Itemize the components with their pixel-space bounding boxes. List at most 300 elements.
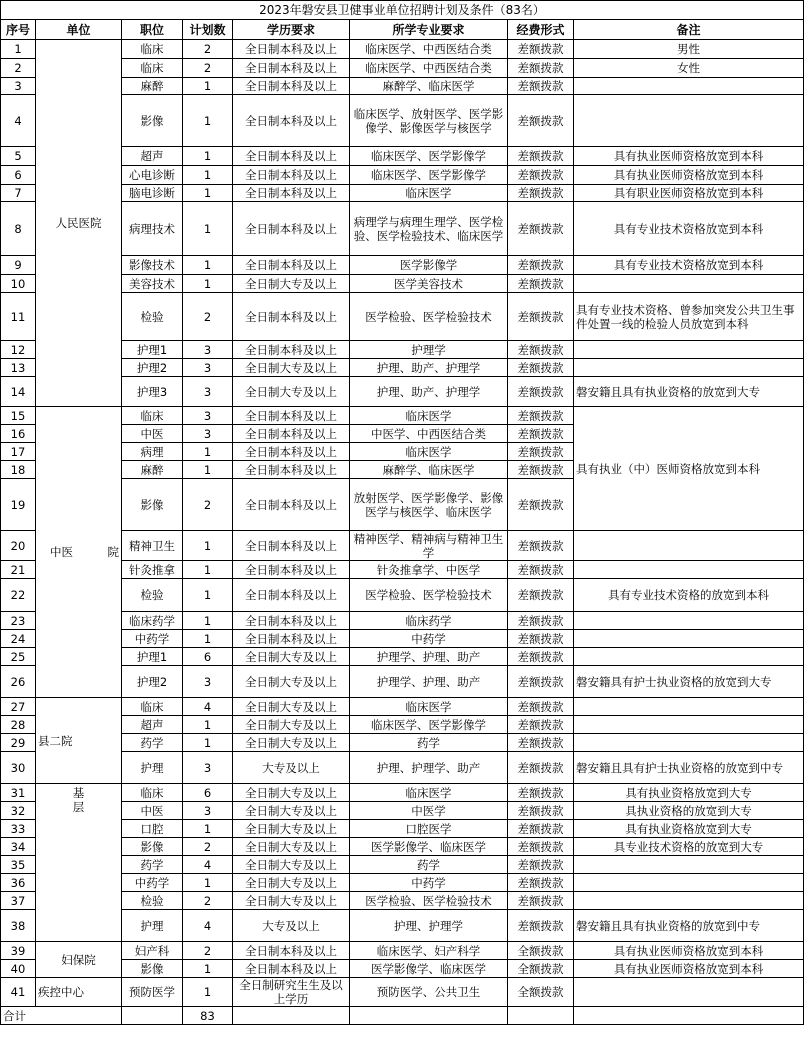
funding-cell: 差额拨款 [508,293,574,341]
note-cell: 女性 [574,59,804,78]
count-cell: 6 [183,784,233,802]
education-cell: 全日制本科及以上 [233,479,350,531]
count-cell: 3 [183,802,233,820]
funding-cell: 差额拨款 [508,612,574,630]
table-row [1,978,804,1007]
header-funding: 经费形式 [508,20,574,40]
table-row [1,874,804,892]
major-cell: 临床医学、放射医学、医学影像学、影像医学与核医学 [350,95,508,147]
row-number: 8 [1,202,36,256]
major-cell: 临床医学、医学影像学 [350,716,508,734]
row-number: 39 [1,942,36,960]
note-cell [574,874,804,892]
count-cell: 1 [183,185,233,202]
count-cell: 1 [183,256,233,275]
count-cell: 1 [183,147,233,166]
funding-cell: 差额拨款 [508,341,574,359]
table-row [1,838,804,856]
funding-cell: 差额拨款 [508,892,574,910]
unit-line: 层 [72,800,85,814]
total-empty [350,1007,508,1025]
count-cell: 1 [183,202,233,256]
funding-cell: 差额拨款 [508,147,574,166]
major-cell: 中药学 [350,630,508,648]
position-cell: 检验 [122,293,183,341]
major-cell: 临床医学 [350,784,508,802]
funding-cell: 差额拨款 [508,377,574,407]
note-cell: 具有专业技术资格、曾参加突发公共卫生事件处置一线的检验人员放宽到本科 [574,293,804,341]
table-row [1,377,804,407]
row-number: 14 [1,377,36,407]
note-cell: 磐安籍且具有护士执业资格的放宽到中专 [574,752,804,784]
major-cell: 中医学、中西医结合类 [350,425,508,443]
funding-cell: 差额拨款 [508,910,574,942]
table-row [1,166,804,185]
row-number: 27 [1,698,36,716]
count-cell: 6 [183,648,233,666]
note-cell [574,359,804,377]
count-cell: 4 [183,698,233,716]
table-row [1,802,804,820]
row-number: 18 [1,461,36,479]
row-number: 12 [1,341,36,359]
major-cell: 护理、助产、护理学 [350,377,508,407]
count-cell: 3 [183,377,233,407]
note-cell: 具专业技术资格的放宽到大专 [574,838,804,856]
table-row [1,531,804,561]
note-cell: 磐安籍且具有执业资格的放宽到中专 [574,910,804,942]
header-unit: 单位 [36,20,122,40]
major-cell: 临床医学、医学影像学 [350,166,508,185]
position-cell: 预防医学 [122,978,183,1007]
count-cell: 3 [183,407,233,425]
table-row [1,752,804,784]
row-number: 3 [1,78,36,95]
note-cell: 具有执业资格放宽到大专 [574,820,804,838]
note-cell [574,561,804,579]
education-cell: 全日制大专及以上 [233,359,350,377]
education-cell: 全日制本科及以上 [233,59,350,78]
table-row [1,78,804,95]
row-number: 2 [1,59,36,78]
education-cell: 全日制本科及以上 [233,40,350,59]
major-cell: 口腔医学 [350,820,508,838]
total-value: 83 [183,1007,233,1025]
count-cell: 3 [183,425,233,443]
position-cell: 检验 [122,579,183,612]
table-row [1,910,804,942]
major-cell: 护理学 [350,341,508,359]
position-cell: 影像 [122,838,183,856]
major-cell: 临床医学、妇产科学 [350,942,508,960]
count-cell: 3 [183,666,233,698]
note-cell: 具有执业医师资格放宽到本科 [574,942,804,960]
major-cell: 中药学 [350,874,508,892]
major-cell: 护理、助产、护理学 [350,359,508,377]
funding-cell: 差额拨款 [508,802,574,820]
position-cell: 影像 [122,479,183,531]
count-cell: 1 [183,166,233,185]
count-cell: 3 [183,359,233,377]
funding-cell: 差额拨款 [508,784,574,802]
major-cell: 预防医学、公共卫生 [350,978,508,1007]
table-row [1,256,804,275]
table-title: 2023年磐安县卫健事业单位招聘计划及条件（83名） [1,1,804,20]
position-cell: 中药学 [122,874,183,892]
note-cell [574,78,804,95]
row-number: 36 [1,874,36,892]
row-number: 35 [1,856,36,874]
education-cell: 全日制本科及以上 [233,630,350,648]
count-cell: 1 [183,734,233,752]
row-number: 5 [1,147,36,166]
education-cell: 全日制本科及以上 [233,960,350,978]
major-cell: 临床医学 [350,185,508,202]
education-cell: 全日制大专及以上 [233,838,350,856]
table-row [1,856,804,874]
note-cell: 具有专业技术资格放宽到本科 [574,256,804,275]
row-number: 1 [1,40,36,59]
table-row [1,648,804,666]
count-cell: 2 [183,892,233,910]
funding-cell: 差额拨款 [508,561,574,579]
funding-cell: 差额拨款 [508,716,574,734]
major-cell: 护理学、护理、助产 [350,666,508,698]
education-cell: 全日制本科及以上 [233,185,350,202]
unit-cell: 县二院 [36,698,122,784]
table-row [1,612,804,630]
funding-cell: 全额拨款 [508,960,574,978]
unit-cell: 中医 院 [36,407,122,698]
funding-cell: 差额拨款 [508,820,574,838]
table-row [1,407,804,425]
row-number: 11 [1,293,36,341]
position-cell: 护理 [122,752,183,784]
education-cell: 全日制大专及以上 [233,874,350,892]
row-number: 31 [1,784,36,802]
unit-line: 基 [72,786,85,800]
table-row [1,202,804,256]
education-cell: 全日制本科及以上 [233,202,350,256]
position-cell: 超声 [122,147,183,166]
row-number: 29 [1,734,36,752]
table-row [1,734,804,752]
count-cell: 4 [183,856,233,874]
row-number: 40 [1,960,36,978]
major-cell: 临床医学、医学影像学 [350,147,508,166]
header-notes: 备注 [574,20,804,40]
funding-cell: 差额拨款 [508,531,574,561]
major-cell: 医学检验、医学检验技术 [350,293,508,341]
table-row [1,579,804,612]
education-cell: 全日制本科及以上 [233,78,350,95]
row-number: 15 [1,407,36,425]
row-number: 41 [1,978,36,1007]
note-cell [574,978,804,1007]
position-cell: 中医 [122,802,183,820]
table-row [1,784,804,802]
position-cell: 护理3 [122,377,183,407]
count-cell: 1 [183,978,233,1007]
funding-cell: 差额拨款 [508,78,574,95]
note-cell: 具执业资格的放宽到大专 [574,802,804,820]
major-cell: 临床医学、中西医结合类 [350,40,508,59]
header-position: 职位 [122,20,183,40]
row-number: 4 [1,95,36,147]
position-cell: 口腔 [122,820,183,838]
table-row [1,95,804,147]
position-cell: 药学 [122,734,183,752]
table-row [1,185,804,202]
major-cell: 放射医学、医学影像学、影像医学与核医学、临床医学 [350,479,508,531]
education-cell: 全日制大专及以上 [233,698,350,716]
funding-cell: 差额拨款 [508,752,574,784]
funding-cell: 差额拨款 [508,202,574,256]
funding-cell: 差额拨款 [508,166,574,185]
major-cell: 护理、护理学、助产 [350,752,508,784]
unit-cell: 疾控中心 [36,978,122,1007]
education-cell: 全日制大专及以上 [233,648,350,666]
total-empty [508,1007,574,1025]
major-cell: 医学影像学、临床医学 [350,838,508,856]
funding-cell: 全额拨款 [508,942,574,960]
education-cell: 全日制本科及以上 [233,561,350,579]
table-row [1,942,804,960]
education-cell: 全日制本科及以上 [233,95,350,147]
row-number: 16 [1,425,36,443]
funding-cell: 差额拨款 [508,874,574,892]
row-number: 34 [1,838,36,856]
education-cell: 全日制本科及以上 [233,461,350,479]
note-cell: 具有执业医师资格放宽到本科 [574,147,804,166]
funding-cell: 差额拨款 [508,856,574,874]
education-cell: 全日制本科及以上 [233,256,350,275]
row-number: 17 [1,443,36,461]
count-cell: 1 [183,716,233,734]
education-cell: 全日制本科及以上 [233,443,350,461]
major-cell: 临床医学 [350,443,508,461]
funding-cell: 差额拨款 [508,734,574,752]
note-cell: 具有职业医师资格放宽到本科 [574,185,804,202]
note-cell: 具有专业技术资格放宽到本科 [574,202,804,256]
row-number: 32 [1,802,36,820]
row-number: 33 [1,820,36,838]
note-cell [574,734,804,752]
note-cell [574,698,804,716]
position-cell: 妇产科 [122,942,183,960]
unit-cell: 人民医院 [36,40,122,407]
count-cell: 1 [183,78,233,95]
header-count: 计划数 [183,20,233,40]
note-cell: 男性 [574,40,804,59]
count-cell: 1 [183,443,233,461]
education-cell: 全日制大专及以上 [233,784,350,802]
major-cell: 护理学、护理、助产 [350,648,508,666]
row-number: 23 [1,612,36,630]
row-number: 37 [1,892,36,910]
note-cell: 具有专业技术资格的放宽到本科 [574,579,804,612]
education-cell: 全日制大专及以上 [233,892,350,910]
education-cell: 全日制本科及以上 [233,579,350,612]
table-row [1,820,804,838]
note-cell [574,716,804,734]
major-cell: 药学 [350,856,508,874]
major-cell: 护理、护理学 [350,910,508,942]
row-number: 24 [1,630,36,648]
row-number: 22 [1,579,36,612]
count-cell: 2 [183,838,233,856]
row-number: 10 [1,275,36,293]
row-number: 28 [1,716,36,734]
funding-cell: 差额拨款 [508,479,574,531]
position-cell: 影像 [122,95,183,147]
table-row [1,892,804,910]
table-row [1,960,804,978]
position-cell: 中医 [122,425,183,443]
funding-cell: 差额拨款 [508,95,574,147]
position-cell: 护理 [122,910,183,942]
count-cell: 2 [183,293,233,341]
count-cell: 2 [183,479,233,531]
position-cell: 护理2 [122,666,183,698]
position-cell: 护理1 [122,341,183,359]
note-cell [574,275,804,293]
position-cell: 病理技术 [122,202,183,256]
funding-cell: 差额拨款 [508,40,574,59]
row-number: 30 [1,752,36,784]
count-cell: 1 [183,95,233,147]
count-cell: 1 [183,612,233,630]
note-cell: 具有执业医师资格放宽到本科 [574,960,804,978]
position-cell: 影像 [122,960,183,978]
row-number: 38 [1,910,36,942]
major-cell: 临床医学、中西医结合类 [350,59,508,78]
header-education: 学历要求 [233,20,350,40]
education-cell: 全日制本科及以上 [233,147,350,166]
major-cell: 医学检验、医学检验技术 [350,579,508,612]
major-cell: 麻醉学、临床医学 [350,78,508,95]
count-cell: 3 [183,752,233,784]
major-cell: 精神医学、精神病与精神卫生学 [350,531,508,561]
education-cell: 全日制大专及以上 [233,377,350,407]
count-cell: 1 [183,461,233,479]
education-cell: 全日制本科及以上 [233,166,350,185]
funding-cell: 差额拨款 [508,648,574,666]
total-label: 合计 [1,1007,122,1025]
count-cell: 1 [183,874,233,892]
position-cell: 药学 [122,856,183,874]
row-number: 13 [1,359,36,377]
header-row [1,20,804,40]
major-cell: 临床医学 [350,698,508,716]
note-cell: 具有执业资格放宽到大专 [574,784,804,802]
position-cell: 检验 [122,892,183,910]
note-cell: 具有执业医师资格放宽到本科 [574,166,804,185]
position-cell: 心电诊断 [122,166,183,185]
count-cell: 4 [183,910,233,942]
funding-cell: 差额拨款 [508,666,574,698]
count-cell: 1 [183,960,233,978]
unit-cell: 妇保院 [36,942,122,978]
major-cell: 医学检验、医学检验技术 [350,892,508,910]
note-cell [574,612,804,630]
funding-cell: 差额拨款 [508,59,574,78]
major-cell: 临床药学 [350,612,508,630]
funding-cell: 差额拨款 [508,443,574,461]
row-number: 19 [1,479,36,531]
table-row [1,561,804,579]
position-cell: 针灸推拿 [122,561,183,579]
funding-cell: 差额拨款 [508,359,574,377]
funding-cell: 差额拨款 [508,838,574,856]
table-row [1,341,804,359]
table-row [1,698,804,716]
education-cell: 全日制大专及以上 [233,856,350,874]
note-cell [574,630,804,648]
count-cell: 2 [183,40,233,59]
major-cell: 病理学与病理生理学、医学检验、医学检验技术、临床医学 [350,202,508,256]
position-cell: 临床药学 [122,612,183,630]
note-cell [574,892,804,910]
education-cell: 全日制本科及以上 [233,407,350,425]
count-cell: 2 [183,59,233,78]
education-cell: 全日制本科及以上 [233,341,350,359]
funding-cell: 全额拨款 [508,978,574,1007]
position-cell: 超声 [122,716,183,734]
major-cell: 中医学 [350,802,508,820]
education-cell: 全日制大专及以上 [233,275,350,293]
education-cell: 全日制大专及以上 [233,666,350,698]
funding-cell: 差额拨款 [508,407,574,425]
major-cell: 医学美容技术 [350,275,508,293]
position-cell: 护理1 [122,648,183,666]
table-row [1,147,804,166]
row-number: 9 [1,256,36,275]
row-number: 7 [1,185,36,202]
note-cell [574,648,804,666]
unit-cell [36,784,122,942]
major-cell: 药学 [350,734,508,752]
count-cell: 1 [183,630,233,648]
position-cell: 临床 [122,784,183,802]
row-number: 21 [1,561,36,579]
major-cell: 针灸推拿学、中医学 [350,561,508,579]
row-number: 25 [1,648,36,666]
position-cell: 美容技术 [122,275,183,293]
position-cell: 脑电诊断 [122,185,183,202]
position-cell: 影像技术 [122,256,183,275]
position-cell: 临床 [122,407,183,425]
position-cell: 麻醉 [122,78,183,95]
funding-cell: 差额拨款 [508,185,574,202]
position-cell: 麻醉 [122,461,183,479]
total-empty [233,1007,350,1025]
education-cell: 大专及以上 [233,910,350,942]
funding-cell: 差额拨款 [508,256,574,275]
count-cell: 1 [183,579,233,612]
note-cell [574,531,804,561]
table-row [1,666,804,698]
table-row [1,630,804,648]
education-cell: 全日制大专及以上 [233,734,350,752]
note-cell: 磐安籍且具有执业资格的放宽到大专 [574,377,804,407]
major-cell: 临床医学 [350,407,508,425]
position-cell: 临床 [122,698,183,716]
position-cell: 临床 [122,59,183,78]
position-cell: 中药学 [122,630,183,648]
header-no: 序号 [1,20,36,40]
major-cell: 医学影像学 [350,256,508,275]
